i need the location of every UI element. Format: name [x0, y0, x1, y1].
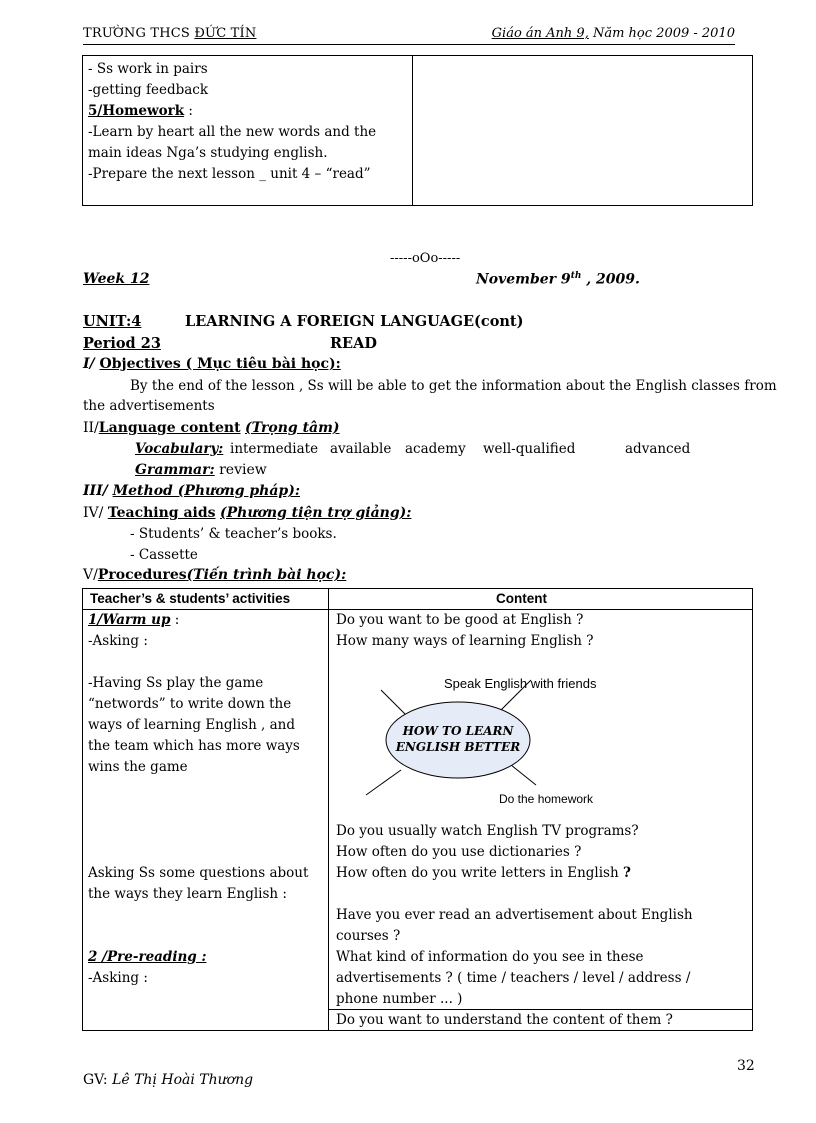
col-content-header: Content	[496, 591, 547, 606]
activity-line: ways of learning English , and	[88, 717, 296, 733]
content-column-bottom	[336, 905, 693, 1031]
content-column-mid	[336, 821, 639, 884]
lesson-plan-year: Giáo án Anh 9, Năm học 2009 - 2010	[491, 26, 735, 41]
activities-column	[88, 610, 300, 778]
table-line: -Learn by heart all the new words and the	[88, 124, 377, 140]
diagram-branch	[511, 765, 536, 785]
teaching-aids-heading: IV/ Teaching aids (Phương tiện trợ giảng):	[83, 505, 412, 521]
week-label: Week 12	[83, 271, 150, 287]
activity-line: “networds” to write down the	[88, 696, 292, 712]
content-line: Have you ever read an advertisement about English	[336, 907, 693, 923]
unit-title: LEARNING A FOREIGN LANGUAGE(cont)	[185, 313, 524, 330]
diagram-branch	[366, 770, 401, 795]
table-line: main ideas Nga’s studying english.	[88, 145, 328, 161]
period-label: Period 23	[83, 335, 161, 352]
table-line: - Ss work in pairs	[88, 61, 208, 77]
content-line: courses ?	[336, 928, 401, 944]
activity-line: -Asking :	[88, 970, 148, 986]
top-table-divider	[412, 55, 413, 206]
diagram-center-line1: HOW TO LEARN	[402, 724, 514, 738]
learning-network-diagram	[336, 660, 736, 810]
page-number: 32	[737, 1058, 755, 1074]
table-line: -Prepare the next lesson _ unit 4 – “read”	[88, 166, 371, 182]
content-line: How often do you use dictionaries ?	[336, 844, 582, 860]
vocab-word: academy	[405, 441, 466, 457]
objectives-text-1: By the end of the lesson , Ss will be able to get the information about the English classes from	[130, 378, 777, 394]
col-activities-header: Teacher’s & students’ activities	[90, 591, 291, 606]
warm-up-heading: 1/Warm up :	[88, 612, 180, 628]
activity-line: the ways they learn English :	[88, 886, 287, 902]
language-content-heading: II/Language content (Trọng tâm)	[83, 420, 340, 436]
activities-column-mid	[88, 863, 308, 905]
content-line: phone number ... )	[336, 991, 463, 1007]
vocab-word: advanced	[625, 441, 691, 457]
vocab-word: intermediate	[230, 441, 319, 457]
lesson-date: November 9th , 2009.	[476, 271, 640, 288]
period-title: READ	[330, 335, 377, 352]
activity-line: Asking Ss some questions about	[88, 865, 309, 881]
procedures-table-divider	[328, 588, 329, 1031]
vocabulary-line: Vocabulary: intermediate available academy well-qualified advanced	[135, 441, 691, 457]
content-line: Do you want to understand the content of them ?	[336, 1012, 673, 1028]
unit-label: UNIT:4	[83, 313, 142, 330]
diagram-branch	[381, 690, 406, 715]
pre-reading-heading: 2 /Pre-reading :	[88, 949, 207, 965]
content-line: How often do you write letters in English ?	[336, 865, 631, 881]
content-line: How many ways of learning English ?	[336, 633, 594, 649]
activity-line: -Asking :	[88, 633, 148, 649]
procedures-heading: V/Procedures(Tiến trình bài học):	[83, 567, 347, 583]
activity-line: the team which has more ways	[88, 738, 300, 754]
activity-line: wins the game	[88, 759, 188, 775]
vocab-word: well-qualified	[483, 441, 576, 457]
content-line: What kind of information do you see in these	[336, 949, 644, 965]
teacher-footer: GV: Lê Thị Hoài Thương	[83, 1072, 254, 1088]
diagram-center-line2: ENGLISH BETTER	[395, 740, 521, 754]
top-table-left-cell	[88, 59, 376, 185]
method-heading: III/ Method (Phương pháp):	[83, 483, 300, 499]
activities-column-bottom	[88, 947, 206, 989]
teaching-aid-item: - Students’ & teacher’s books.	[130, 526, 337, 542]
page-header	[83, 26, 735, 45]
content-line: Do you usually watch English TV programs?	[336, 823, 639, 839]
teaching-aid-item: - Cassette	[130, 547, 198, 563]
school-name: TRƯỜNG THCS ĐỨC TÍN	[83, 26, 257, 41]
grammar-line: Grammar: review	[135, 462, 267, 478]
vocab-word: available	[330, 441, 392, 457]
objectives-heading: I/ Objectives ( Mục tiêu bài học):	[83, 356, 341, 372]
diagram-label-top: Speak English with friends	[444, 676, 597, 691]
table-line: -getting feedback	[88, 82, 209, 98]
content-column-top	[336, 610, 594, 652]
section-separator: -----oOo-----	[390, 251, 461, 266]
content-line: Do you want to be good at English ?	[336, 612, 584, 628]
activity-line: -Having Ss play the game	[88, 675, 264, 691]
objectives-text-2: the advertisements	[83, 398, 215, 414]
content-line: advertisements ? ( time / teachers / level / address /	[336, 970, 691, 986]
homework-heading: 5/Homework :	[88, 103, 193, 119]
diagram-label-bottom: Do the homework	[499, 792, 594, 806]
